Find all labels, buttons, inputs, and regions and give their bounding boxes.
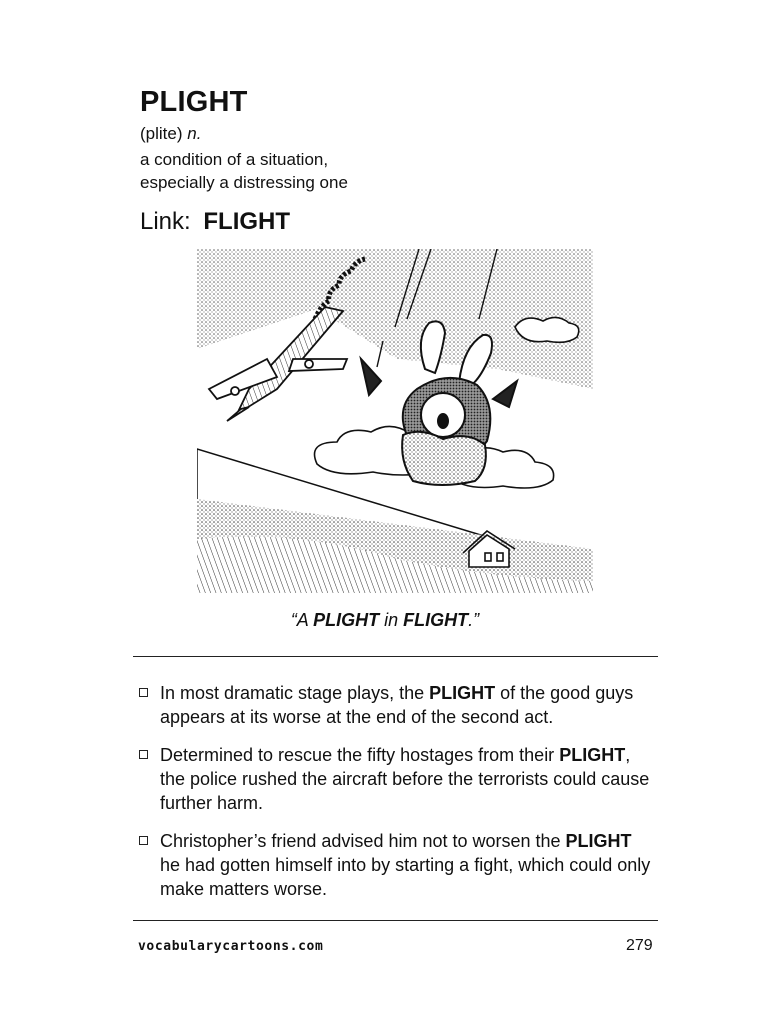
divider-top [133,656,658,657]
definition [140,148,348,194]
example-item [136,743,656,815]
footer-site: vocabularycartoons.com [138,939,324,954]
pronunciation [140,124,201,144]
page-number: 279 [626,937,653,954]
definition-line-1: a condition of a situation, [140,150,329,169]
cartoon-illustration [197,249,593,593]
pronunciation-text: (plite) [140,124,183,143]
example-keyword: PLIGHT [559,745,626,765]
link-word: FLIGHT [203,208,291,235]
link-line [140,208,290,236]
example-text: , the police rushed the aircraft before the terrorists could cause further harm. [160,745,650,813]
definition-line-2: especially a distressing one [140,173,348,192]
example-text: he had gotten himself into by starting a fight, which could only make matters worse. [160,855,651,899]
example-text: Determined to rescue the fifty hostages from their [160,745,560,765]
checkbox-bullet-icon [139,688,148,697]
divider-bottom [133,920,658,921]
example-item [136,829,656,901]
link-label: Link: [140,208,191,235]
caption-close: .” [468,610,480,630]
example-list [136,681,656,915]
example-text: of the good guys appears at its worse at the end of the second act. [160,683,634,727]
example-keyword: PLIGHT [565,831,632,851]
checkbox-bullet-icon [139,750,148,759]
example-text: Christopher’s friend advised him not to worsen the [160,831,566,851]
caption-word-2: FLIGHT [403,610,469,630]
example-item [136,681,656,729]
caption-word-1: PLIGHT [313,610,380,630]
caption-mid: in [379,610,404,630]
checkbox-bullet-icon [139,836,148,845]
cartoon-caption [0,610,770,631]
entry-word: PLIGHT [140,86,248,118]
example-text: In most dramatic stage plays, the [160,683,430,703]
part-of-speech: n. [187,124,202,143]
caption-open: “A [290,610,314,630]
example-keyword: PLIGHT [429,683,496,703]
